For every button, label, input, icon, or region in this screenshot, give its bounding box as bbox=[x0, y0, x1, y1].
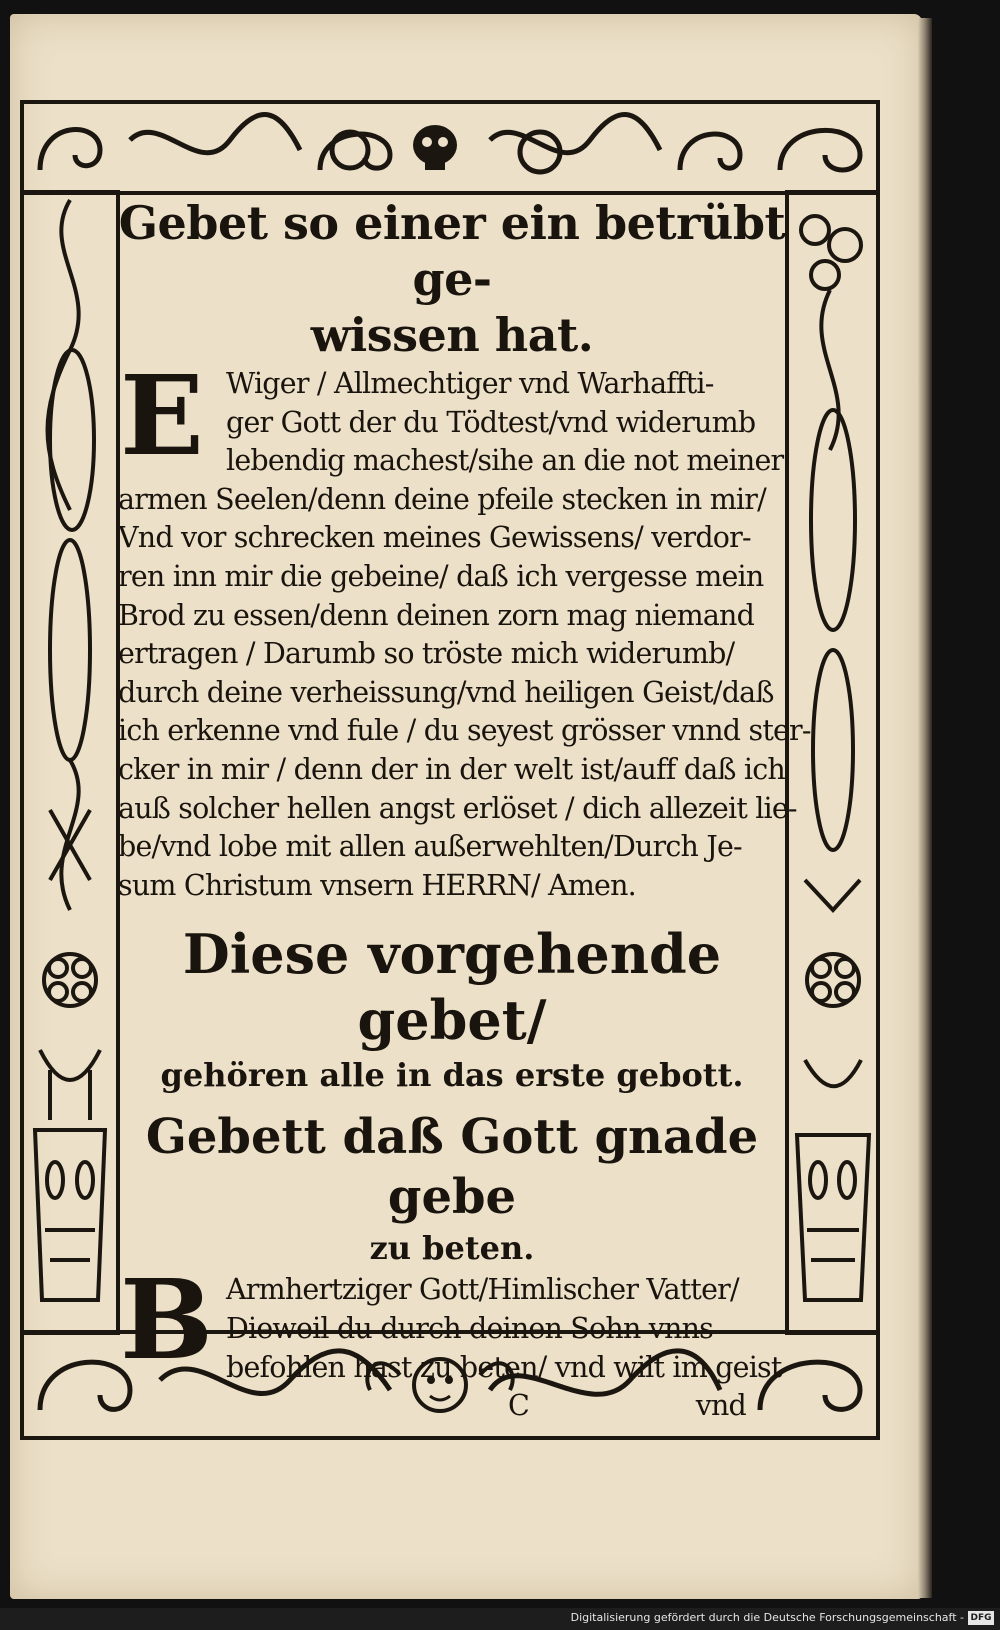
page-edge bbox=[918, 18, 932, 1598]
signature-line bbox=[118, 1387, 786, 1425]
text-line: Dieweil du durch deinen Sohn vnns bbox=[226, 1311, 713, 1345]
text-line: armen Seelen/denn deine pfeile stecken in mir/ bbox=[118, 482, 766, 516]
left-ornament-border bbox=[20, 190, 120, 1335]
prayer-title-2-line-2: zu beten. bbox=[369, 1229, 535, 1268]
prayer-title-line-2: wissen hat. bbox=[310, 308, 594, 362]
section-subheading: gehören alle in das erste gebott. bbox=[160, 1056, 744, 1095]
right-ornament-border bbox=[785, 190, 880, 1335]
decorated-initial-e: E bbox=[120, 351, 204, 480]
dfg-logo: DFG bbox=[968, 1611, 994, 1625]
text-line: Brod zu essen/denn deinen zorn mag niemand bbox=[118, 598, 755, 632]
text-line: ertragen / Darumb so tröste mich widerumb/ bbox=[118, 637, 735, 671]
text-line: Vnd vor schrecken meines Gewissens/ verdor- bbox=[118, 521, 751, 555]
text-line: lebendig machest/sihe an die not meiner bbox=[226, 444, 784, 478]
text-line: Armhertziger Gott/Himlischer Vatter/ bbox=[226, 1273, 739, 1307]
text-line: ich erkenne vnd fule / du seyest grösser vnnd ster- bbox=[118, 714, 811, 748]
printed-text-block bbox=[118, 195, 811, 1425]
text-line: ger Gott der du Tödtest/vnd widerumb bbox=[226, 405, 756, 439]
decorated-initial-b: B bbox=[120, 1255, 213, 1385]
prayer-title bbox=[118, 195, 786, 363]
signature-mark: C bbox=[508, 1389, 530, 1423]
text-line: be/vnd lobe mit allen außerwehlten/Durch Je- bbox=[118, 830, 742, 864]
section-heading: Diese vorgehende gebet/ bbox=[182, 922, 722, 1053]
text-line: auß solcher hellen angst erlöset / dich allezeit lie- bbox=[118, 791, 797, 825]
top-ornament-border bbox=[20, 100, 880, 195]
text-line: befohlen hast zu beten/ vnd wilt im geist bbox=[226, 1350, 782, 1384]
prayer-paragraph-2 bbox=[118, 1255, 786, 1425]
text-line: Wiger / Allmechtiger vnd Warhaffti- bbox=[226, 367, 714, 400]
prayer-paragraph-1 bbox=[118, 351, 811, 905]
text-line: cker in mir / denn der in der welt ist/auff daß ich bbox=[118, 752, 785, 786]
prayer-title-2: Gebett daß Gott gnade gebe bbox=[145, 1109, 759, 1226]
catchword: vnd bbox=[695, 1389, 746, 1423]
digitization-credit: Digitalisierung gefördert durch die Deutsche Forschungsgemeinschaft - bbox=[570, 1611, 964, 1624]
floral-medallion-icon bbox=[807, 954, 859, 1006]
text-line: durch deine verheissung/vnd heiligen Geist/daß bbox=[118, 675, 774, 709]
floral-medallion-icon bbox=[44, 954, 96, 1006]
skull-icon bbox=[413, 125, 457, 170]
vase-icon bbox=[35, 1050, 105, 1300]
text-line: sum Christum vnsern HERRN/ Amen. bbox=[118, 868, 636, 902]
vase-icon bbox=[797, 1060, 869, 1300]
prayer-title-line-1: Gebet so einer ein betrübt ge- bbox=[118, 196, 786, 306]
text-line: ren inn mir die gebeine/ daß ich vergesse mein bbox=[118, 559, 764, 593]
